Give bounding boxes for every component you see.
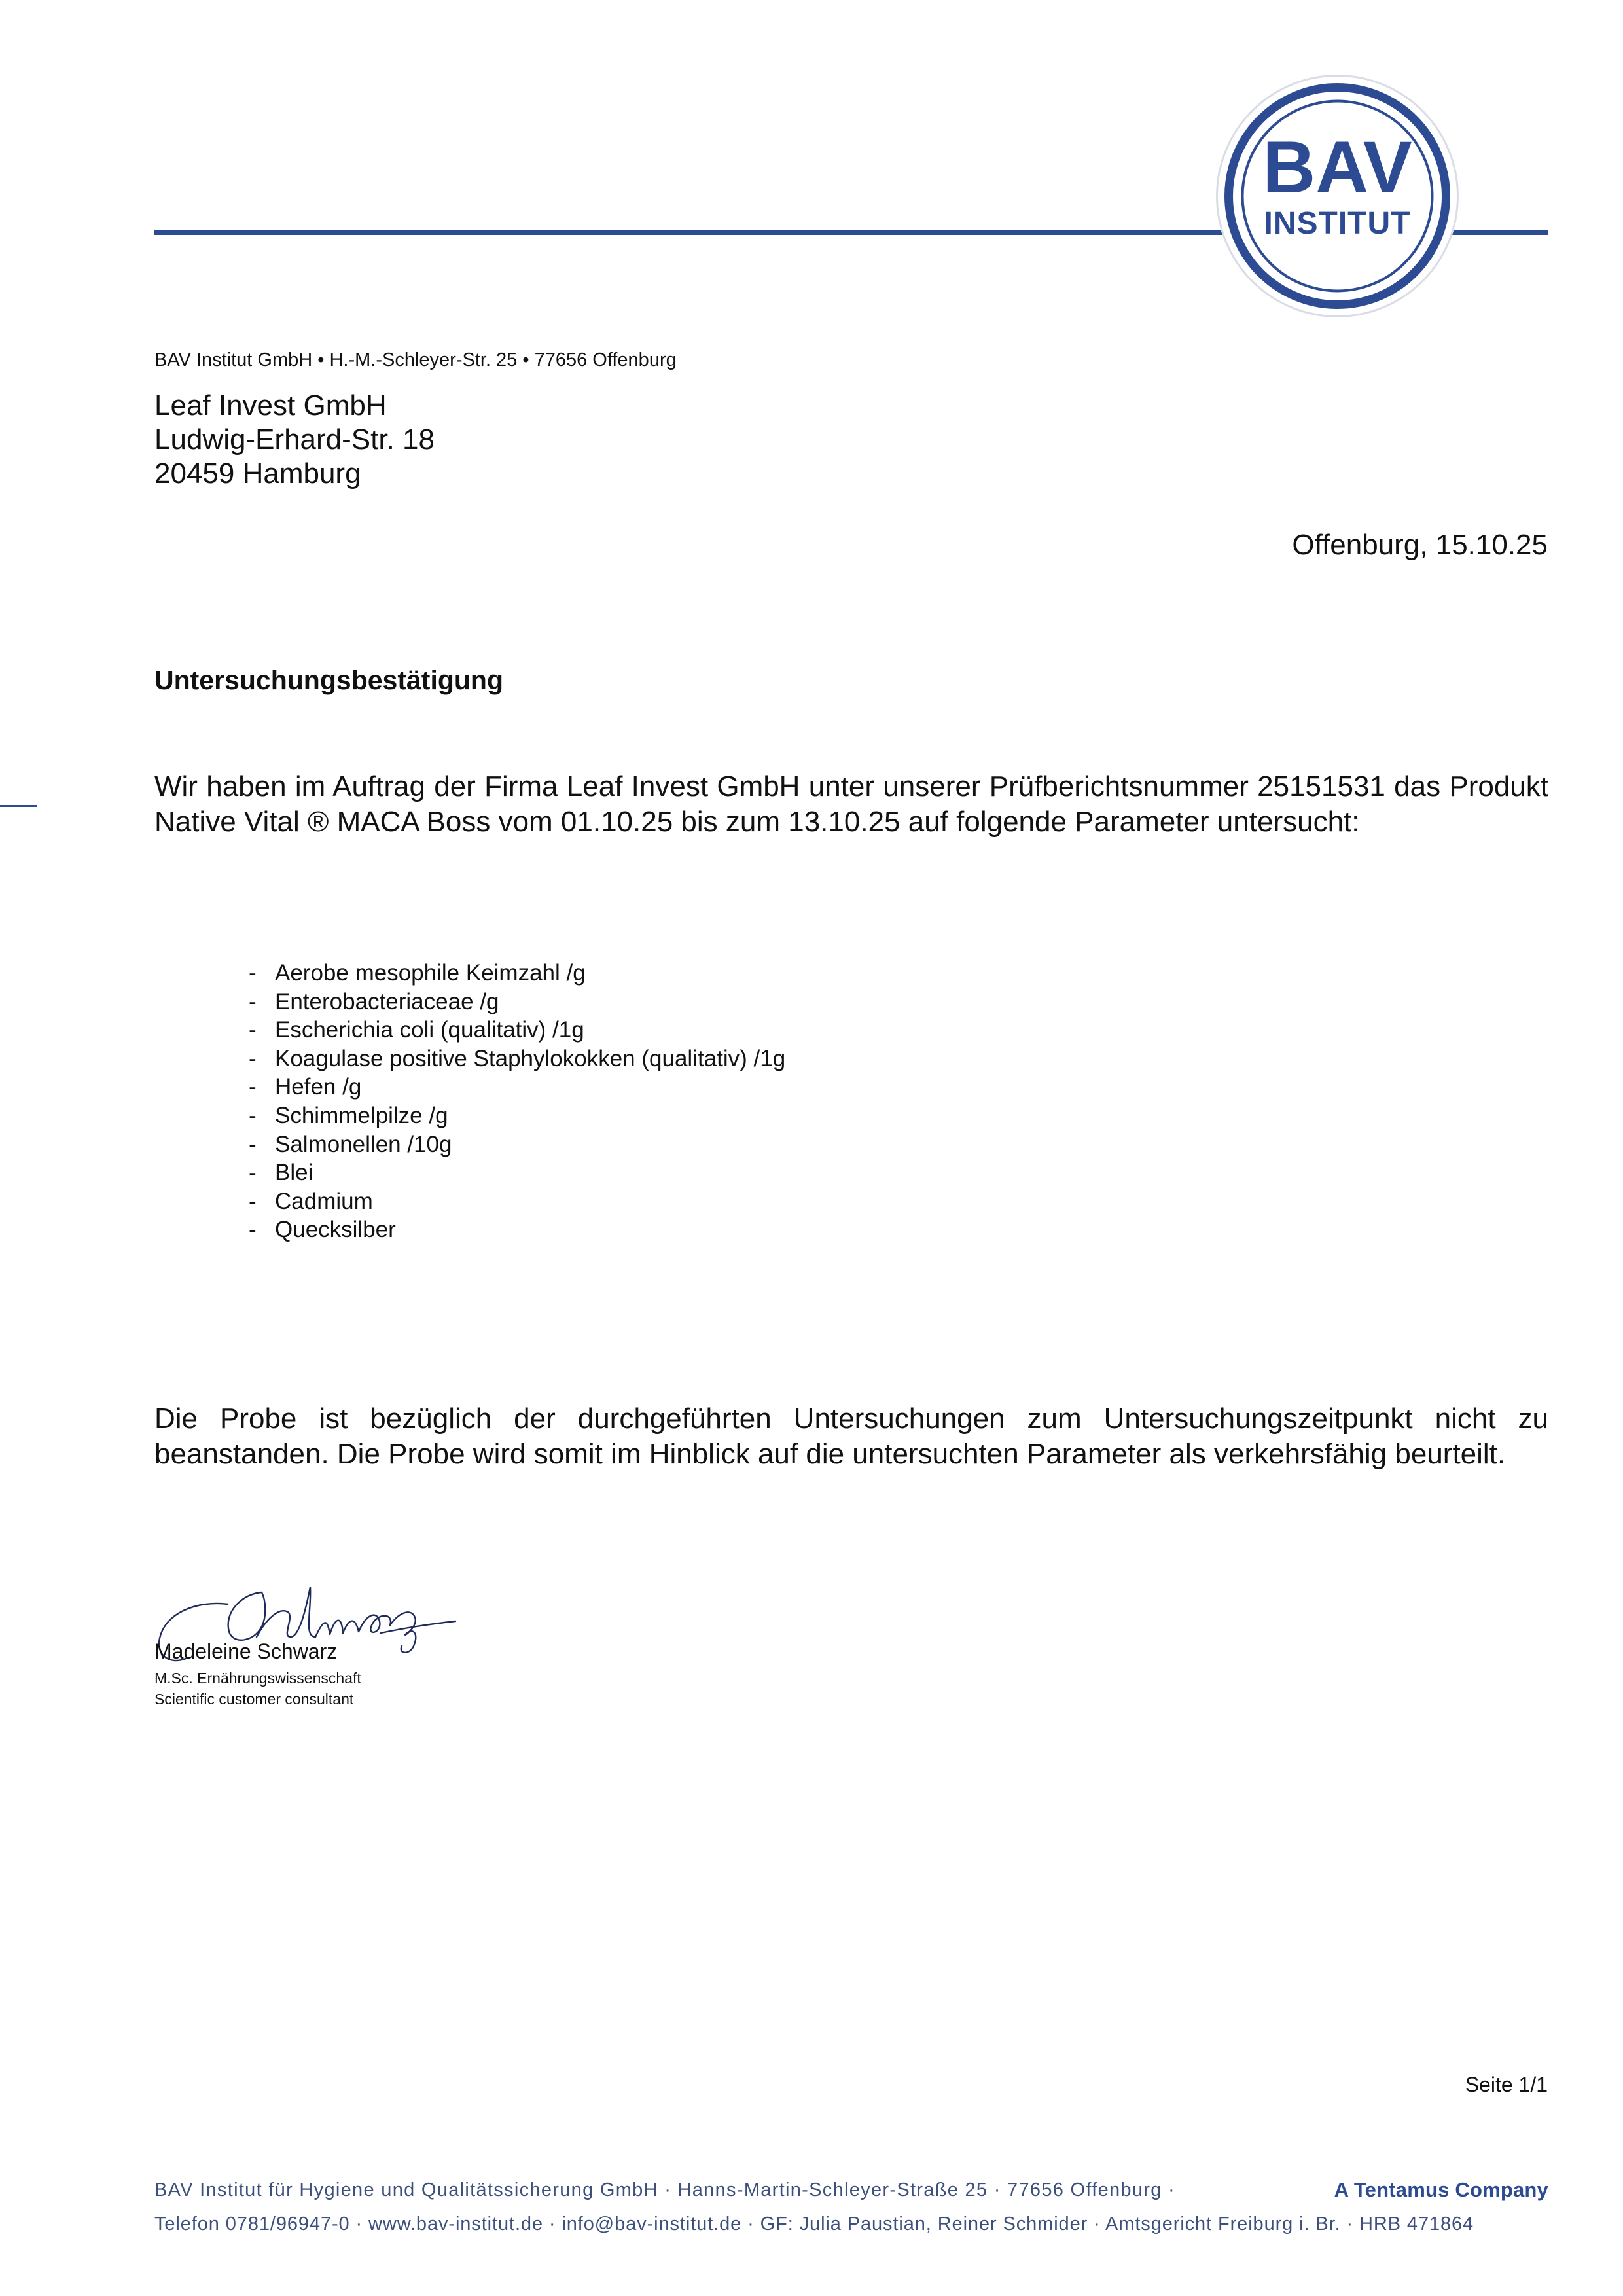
logo-line2: INSTITUT [1264, 206, 1411, 241]
recipient-street: Ludwig-Erhard-Str. 18 [154, 423, 435, 456]
logo-line1: BAV [1262, 126, 1412, 208]
parameter-label: Escherichia coli (qualitativ) /1g [275, 1017, 584, 1043]
parameter-bullet: - [249, 1102, 257, 1128]
parameter-label: Hefen /g [275, 1074, 362, 1100]
parameter-bullet: - [249, 1188, 257, 1214]
parameter-item [249, 1073, 785, 1102]
subject-heading: Untersuchungsbestätigung [154, 665, 504, 695]
fold-mark [0, 805, 37, 807]
parameter-label: Quecksilber [275, 1217, 396, 1243]
footer-contact-line: Telefon 0781/96947-0 · www.bav-institut.de · info@bav-institut.de · GF: Julia Paustian, Reiner Schmider · Amtsgericht Freiburg i. Br. · HRB 471864 [154, 2214, 1474, 2234]
signer-role: Scientific customer consultant [154, 1691, 354, 1708]
footer-address-text: BAV Institut für Hygiene und Qualitätssicherung GmbH · Hanns-Martin-Schleyer-Straße 25 · 77656 Offenburg · [154, 2179, 1175, 2200]
date-line: Offenburg, 15.10.25 [1292, 529, 1548, 561]
parameter-item [249, 988, 785, 1016]
parameter-bullet: - [249, 988, 257, 1014]
parameter-item [249, 1187, 785, 1216]
parameter-item [249, 1045, 785, 1073]
parameter-bullet: - [249, 1131, 257, 1157]
conclusion-paragraph: Die Probe ist bezüglich der durchgeführten Untersuchungen zum Untersuchungszeitpunkt nicht zu beanstanden. Die Probe wird somit im Hinblick auf die untersuchten Parameter als verkehrsfähig beurteilt. [154, 1403, 1548, 1470]
parameter-label: Enterobacteriaceae /g [275, 988, 499, 1014]
parameter-bullet: - [249, 1017, 257, 1043]
signer-degree: M.Sc. Ernährungswissenschaft [154, 1670, 361, 1687]
parameter-item [249, 1158, 785, 1187]
parameter-bullet: - [249, 1074, 257, 1100]
parameter-label: Schimmelpilze /g [275, 1102, 448, 1128]
parameter-item [249, 1130, 785, 1159]
bav-institut-logo [1215, 73, 1460, 319]
sender-address-line: BAV Institut GmbH • H.-M.-Schleyer-Str. 25 • 77656 Offenburg [154, 350, 677, 370]
recipient-company: Leaf Invest GmbH [154, 389, 387, 422]
parameter-bullet: - [249, 1160, 257, 1186]
parameter-item [249, 959, 785, 988]
footer-tentamus: A Tentamus Company [1334, 2178, 1548, 2201]
footer-address-line [154, 2179, 1548, 2201]
parameter-label: Koagulase positive Staphylokokken (qualitativ) /1g [275, 1045, 786, 1071]
recipient-city: 20459 Hamburg [154, 457, 361, 490]
intro-paragraph: Wir haben im Auftrag der Firma Leaf Invest GmbH unter unserer Prüfberichtsnummer 25151531 das Produkt Native Vital ® MACA Boss vom 01.10.25 bis zum 13.10.25 auf folgende Parameter untersucht: [154, 770, 1548, 838]
recipient-address [154, 389, 435, 491]
parameter-list [249, 959, 785, 1244]
parameter-label: Salmonellen /10g [275, 1131, 452, 1157]
parameter-label: Blei [275, 1160, 313, 1186]
parameter-item [249, 1102, 785, 1130]
parameter-bullet: - [249, 1217, 257, 1243]
parameter-label: Aerobe mesophile Keimzahl /g [275, 960, 586, 986]
parameter-bullet: - [249, 1045, 257, 1071]
signer-name: Madeleine Schwarz [154, 1640, 338, 1663]
page-number: Seite 1/1 [1465, 2073, 1548, 2096]
parameter-item [249, 1016, 785, 1045]
parameter-bullet: - [249, 960, 257, 986]
parameter-label: Cadmium [275, 1188, 373, 1214]
parameter-item [249, 1215, 785, 1244]
